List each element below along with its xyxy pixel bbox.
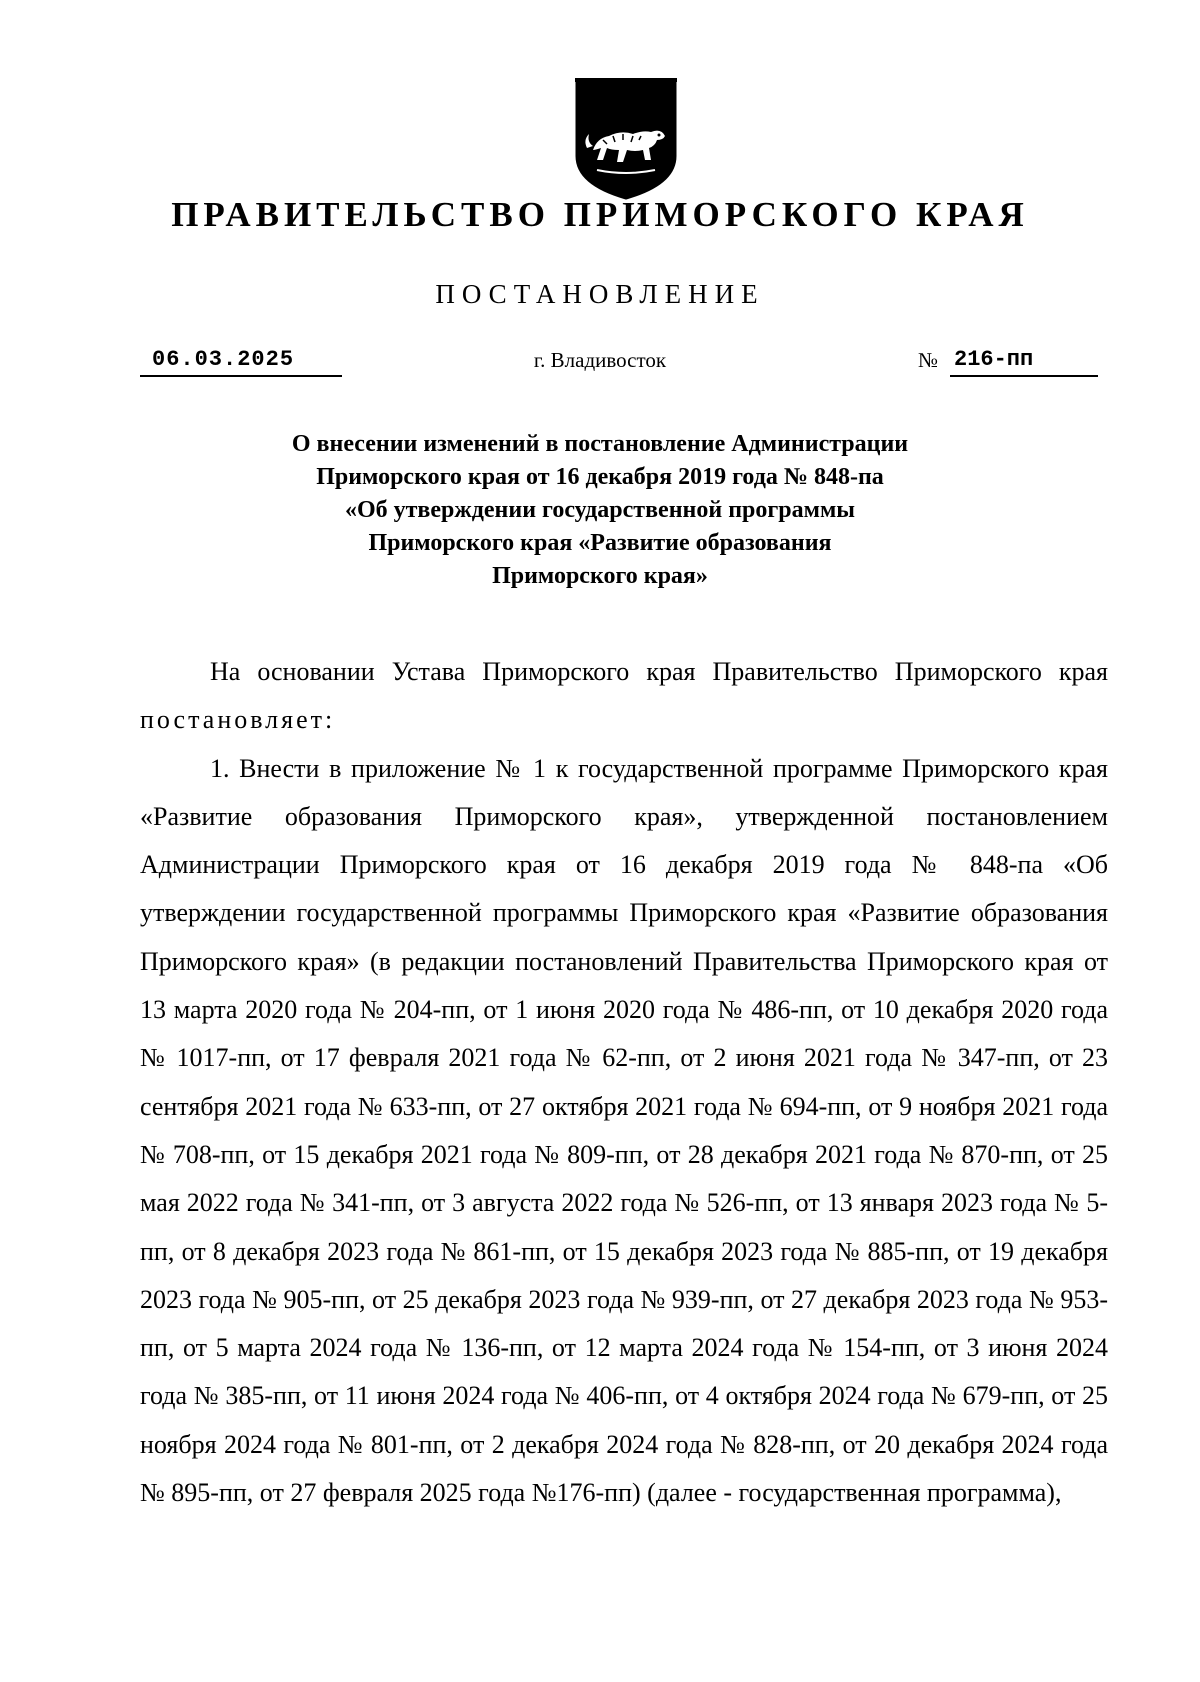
subject-line: Приморского края» [492,563,708,589]
document-city: г. Владивосток [533,348,667,372]
document-date: 06.03.2025 [140,346,342,377]
preamble-text: На основании Устава Приморского края Правительство Приморского края [210,657,1108,686]
document-number: 216-пп [950,346,1098,377]
item-1-paragraph: 1. Внести в приложение № 1 к государственной программе Приморского края «Развитие образования Приморского края», утвержденной постановлением Администрации Приморского края от 16 декабря 2019 года № 848-па «Об утверждении государственной программы Приморского края «Развитие образования Приморского края» (в редакции постановлений Правительства Приморского края от 13 марта 2020 года № 204-пп, от 1 июня 2020 года № 486-пп, от 10 декабря 2020 года № 1017-пп, от 17 февраля 2021 года № 62-пп, от 2 июня 2021 года № 347-пп, от 23 сентября 2021 года № 633-пп, от 27 октября 2021 года № 694-пп, от 9 ноября 2021 года № 708-пп, от 15 декабря 2021 года № 809-пп, от 28 декабря 2021 года № 870-пп, от 25 мая 2022 года № 341-пп, от 3 августа 2022 года № 526-пп, от 13 января 2023 года № 5-пп, от 8 декабря 2023 года № 861-пп, от 15 декабря 2023 года № 885-пп, от 19 декабря 2023 года № 905-пп, от 25 декабря 2023 года № 939-пп, от 27 декабря 2023 года № 953-пп, от 5 марта 2024 года № 136-пп, от 12 марта 2024 года № 154-пп, от 3 июня 2024 года № 385-пп, от 11 июня 2024 года № 406-пп, от 4 октября 2024 года № 679-пп, от 25 ноября 2024 года № 801-пп, от 2 декабря 2024 года № 828-пп, от 20 декабря 2024 года № 895-пп, от 27 февраля 2025 года №176-пп) (далее - государственная программа), [140,753,1108,1508]
subject-line: Приморского края от 16 декабря 2019 года № 848-па [316,464,884,490]
preamble-colon: : [325,705,333,735]
primorsky-coat-of-arms-icon [573,78,679,202]
subject-line: О внесении изменений в постановление Администрации [291,431,909,457]
subject-line: Приморского края «Развитие образования [368,530,832,556]
document-type-title: ПОСТАНОВЛЕНИЕ [435,279,765,309]
preamble-keyword: постановляет [140,705,326,735]
document-number-sign: № [918,348,939,372]
government-title: ПРАВИТЕЛЬСТВО ПРИМОРСКОГО КРАЯ [171,195,1029,234]
document-body [140,648,1108,1517]
document-subject [0,428,1200,593]
subject-line: «Об утверждении государственной программы [344,497,856,523]
preamble-paragraph [140,648,1108,745]
